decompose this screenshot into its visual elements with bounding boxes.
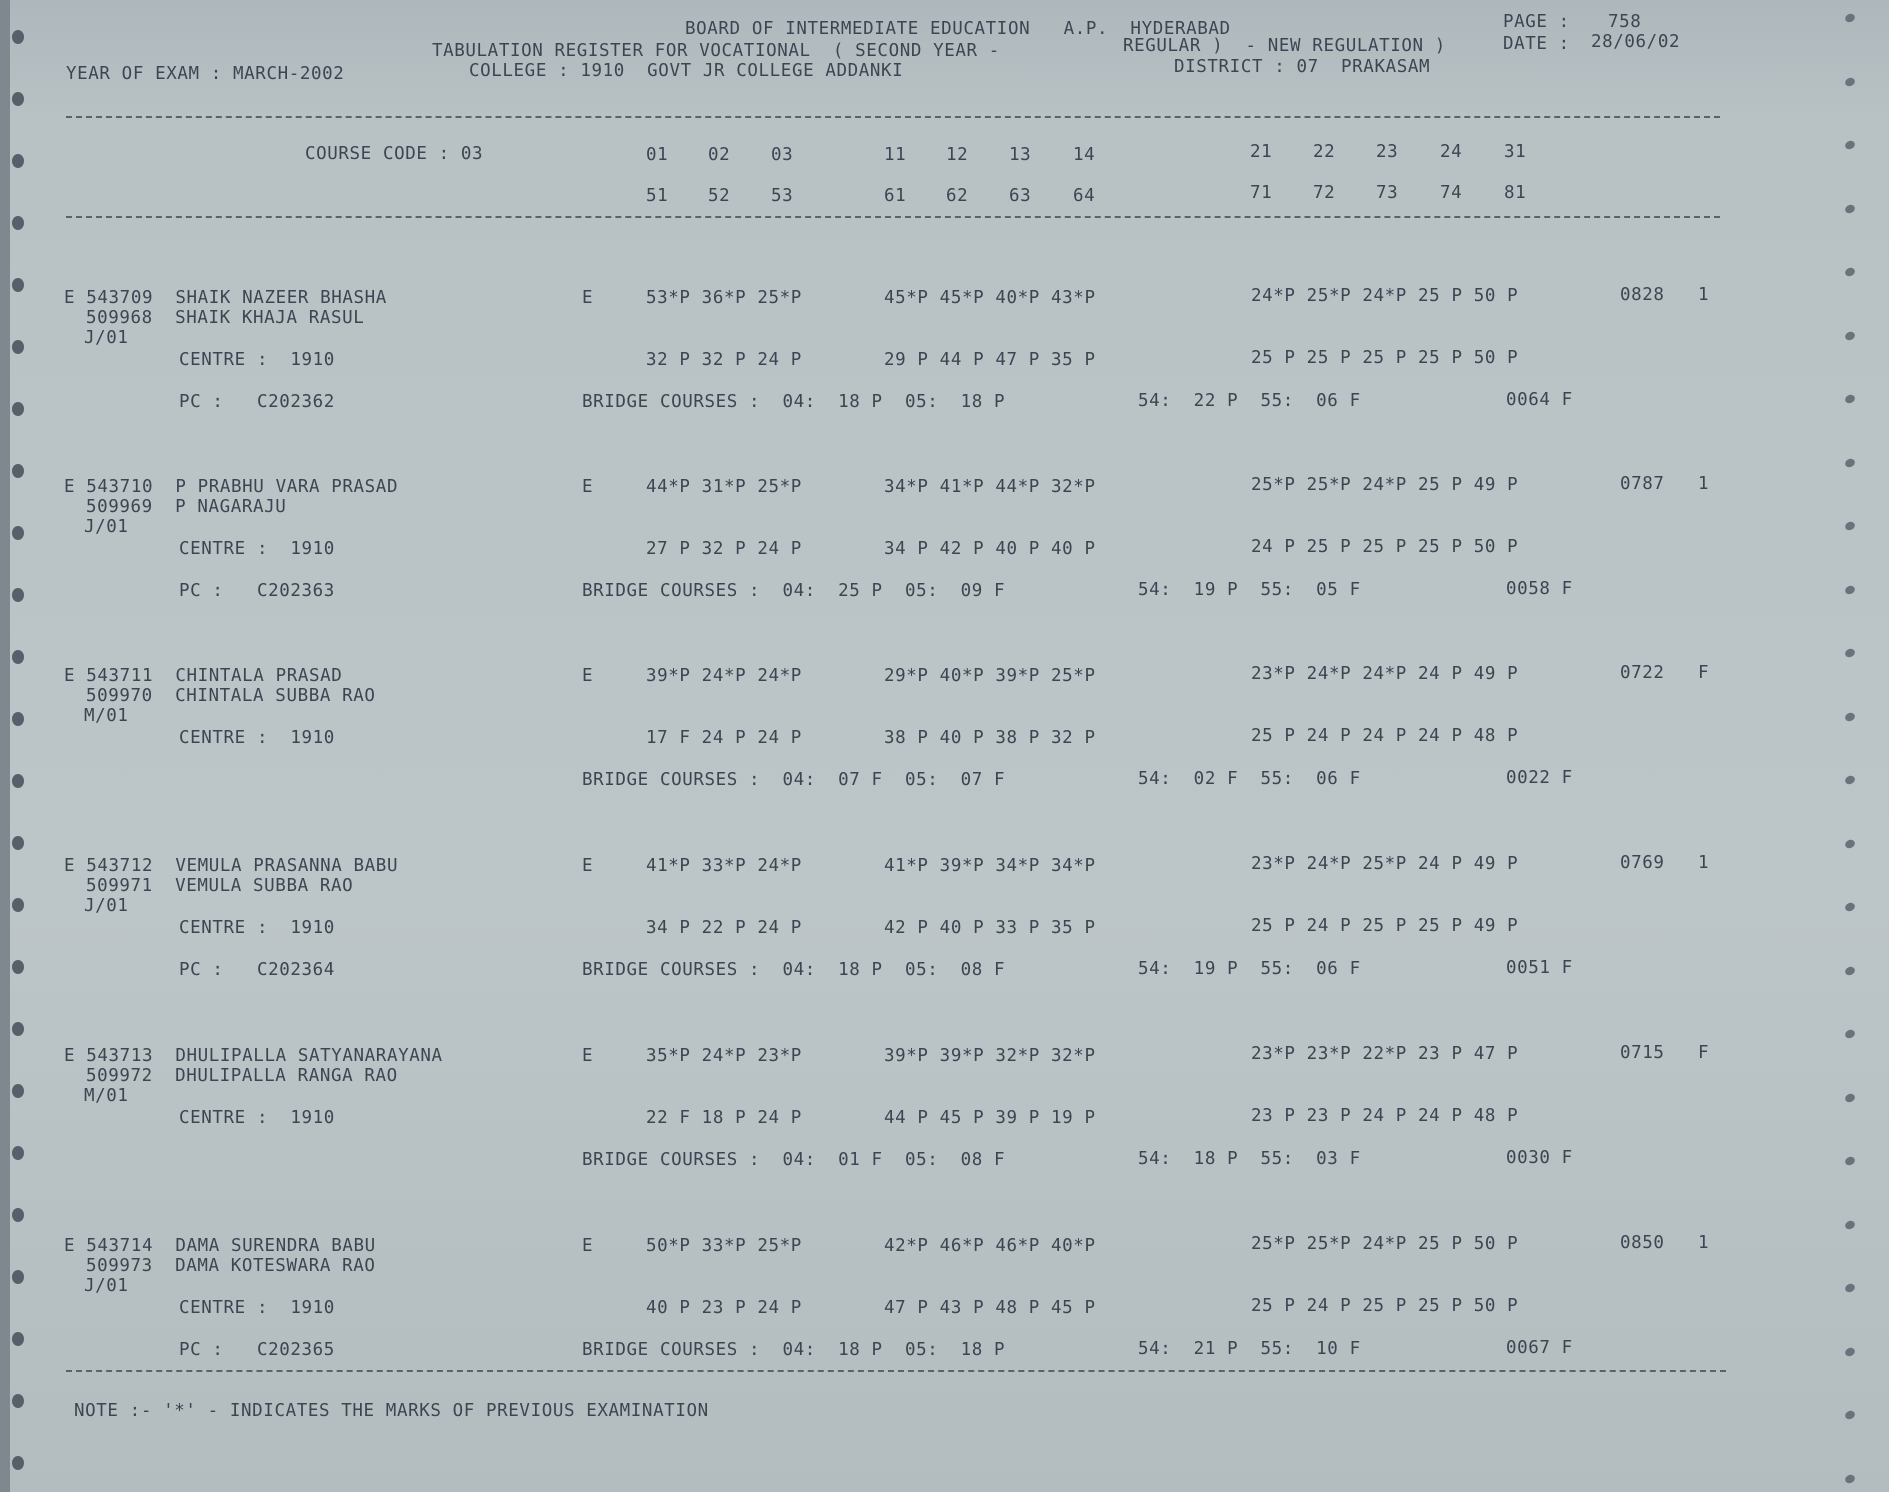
paper-edge	[0, 0, 10, 1492]
feed-hole-right	[1844, 1473, 1856, 1484]
date-value: 28/06/02	[1591, 32, 1681, 52]
bridge-courses: BRIDGE COURSES : 04: 07 F 05: 07 F	[582, 770, 1006, 790]
feed-hole-left	[12, 1394, 24, 1408]
feed-hole-left	[12, 1084, 24, 1098]
feed-hole-left	[12, 650, 24, 664]
feed-hole-left	[12, 92, 24, 106]
year2-part-b-marks: 47 P 43 P 48 P 45 P	[884, 1298, 1096, 1318]
year1-part-a-marks: 41*P 33*P 24*P	[646, 856, 802, 876]
course-code-top-2: 03	[771, 145, 794, 165]
course-code-top-6: 14	[1073, 145, 1096, 165]
feed-hole-left	[12, 960, 24, 974]
result: 1	[1698, 853, 1710, 873]
course-code-bottom-10: 74	[1440, 183, 1463, 203]
feed-hole-right	[1844, 711, 1856, 722]
pc-number: PC : C202364	[179, 960, 335, 980]
course-code-top-9: 23	[1376, 142, 1399, 162]
centre: CENTRE : 1910	[179, 1108, 335, 1128]
year2-part-a-marks: 32 P 32 P 24 P	[646, 350, 802, 370]
feed-hole-left	[12, 30, 24, 44]
header-rule-top	[66, 116, 1720, 118]
centre: CENTRE : 1910	[179, 350, 335, 370]
year1-part-b-marks: 42*P 46*P 46*P 40*P	[884, 1236, 1096, 1256]
feed-hole-left	[12, 216, 24, 230]
pc-number: PC : C202365	[179, 1340, 335, 1360]
feed-hole-right	[1844, 774, 1856, 785]
feed-hole-left	[12, 1022, 24, 1036]
course-code-bottom-3: 61	[884, 186, 907, 206]
college-info: COLLEGE : 1910 GOVT JR COLLEGE ADDANKI	[469, 61, 904, 81]
pc-number: PC : C202362	[179, 392, 335, 412]
course-code-bottom-9: 73	[1376, 183, 1399, 203]
result: 1	[1698, 285, 1710, 305]
course-code-top-10: 24	[1440, 142, 1463, 162]
year1-part-c-marks: 24*P 25*P 24*P 25 P 50 P	[1251, 286, 1519, 306]
course-code-top-7: 21	[1250, 142, 1273, 162]
feed-hole-right	[1844, 584, 1856, 595]
medium: E	[582, 1236, 594, 1256]
course-code-bottom-6: 64	[1073, 186, 1096, 206]
feed-hole-right	[1844, 203, 1856, 214]
footer-rule	[66, 1370, 1726, 1372]
result: F	[1698, 1043, 1710, 1063]
father-name: 509969 P NAGARAJU	[86, 497, 287, 517]
feed-hole-left	[12, 154, 24, 168]
feed-hole-left	[12, 1332, 24, 1346]
feed-hole-right	[1844, 139, 1856, 150]
header-rule-bottom	[66, 216, 1720, 218]
medium: E	[582, 856, 594, 876]
feed-hole-left	[12, 1146, 24, 1160]
feed-hole-left	[12, 774, 24, 788]
course-code-top-1: 02	[708, 145, 731, 165]
centre: CENTRE : 1910	[179, 918, 335, 938]
year1-part-b-marks: 41*P 39*P 34*P 34*P	[884, 856, 1096, 876]
year2-part-b-marks: 34 P 42 P 40 P 40 P	[884, 539, 1096, 559]
year1-part-c-marks: 23*P 24*P 24*P 24 P 49 P	[1251, 664, 1519, 684]
student-category: J/01	[84, 328, 129, 348]
date-label: DATE :	[1503, 34, 1570, 54]
page-number: 758	[1608, 12, 1642, 32]
father-name: 509973 DAMA KOTESWARA RAO	[86, 1256, 376, 1276]
result: 1	[1698, 1233, 1710, 1253]
result: F	[1698, 663, 1710, 683]
feed-hole-left	[12, 464, 24, 478]
bridge-courses-2: 54: 22 P 55: 06 F	[1138, 391, 1361, 411]
course-code-top-3: 11	[884, 145, 907, 165]
bridge-total: 0022 F	[1506, 768, 1573, 788]
student-roll-name: E 543711 CHINTALA PRASAD	[64, 666, 343, 686]
bridge-courses-2: 54: 21 P 55: 10 F	[1138, 1339, 1361, 1359]
bridge-courses: BRIDGE COURSES : 04: 18 P 05: 18 P	[582, 392, 1006, 412]
bridge-courses-2: 54: 02 F 55: 06 F	[1138, 769, 1361, 789]
bridge-courses: BRIDGE COURSES : 04: 18 P 05: 08 F	[582, 960, 1006, 980]
year2-part-a-marks: 27 P 32 P 24 P	[646, 539, 802, 559]
bridge-courses-2: 54: 18 P 55: 03 F	[1138, 1149, 1361, 1169]
year1-part-a-marks: 39*P 24*P 24*P	[646, 666, 802, 686]
student-category: J/01	[84, 517, 129, 537]
feed-hole-right	[1844, 393, 1856, 404]
year1-part-a-marks: 50*P 33*P 25*P	[646, 1236, 802, 1256]
feed-hole-right	[1844, 1155, 1856, 1166]
grand-total: 0722	[1620, 663, 1665, 683]
year2-part-a-marks: 34 P 22 P 24 P	[646, 918, 802, 938]
pc-number: PC : C202363	[179, 581, 335, 601]
feed-hole-right	[1844, 457, 1856, 468]
course-code-top-11: 31	[1504, 142, 1527, 162]
year2-part-c-marks: 25 P 25 P 25 P 25 P 50 P	[1251, 348, 1519, 368]
centre: CENTRE : 1910	[179, 728, 335, 748]
bridge-courses: BRIDGE COURSES : 04: 18 P 05: 18 P	[582, 1340, 1006, 1360]
year1-part-a-marks: 53*P 36*P 25*P	[646, 288, 802, 308]
year2-part-a-marks: 22 F 18 P 24 P	[646, 1108, 802, 1128]
year1-part-b-marks: 45*P 45*P 40*P 43*P	[884, 288, 1096, 308]
year2-part-b-marks: 44 P 45 P 39 P 19 P	[884, 1108, 1096, 1128]
feed-hole-right	[1844, 266, 1856, 277]
feed-hole-right	[1844, 520, 1856, 531]
feed-hole-right	[1844, 1409, 1856, 1420]
grand-total: 0828	[1620, 285, 1665, 305]
bridge-total: 0051 F	[1506, 958, 1573, 978]
course-code-bottom-8: 72	[1313, 183, 1336, 203]
year1-part-b-marks: 39*P 39*P 32*P 32*P	[884, 1046, 1096, 1066]
feed-hole-left	[12, 526, 24, 540]
feed-hole-right	[1844, 330, 1856, 341]
year2-part-c-marks: 25 P 24 P 25 P 25 P 49 P	[1251, 916, 1519, 936]
year1-part-b-marks: 34*P 41*P 44*P 32*P	[884, 477, 1096, 497]
student-category: M/01	[84, 1086, 129, 1106]
feed-hole-left	[12, 712, 24, 726]
course-code-bottom-11: 81	[1504, 183, 1527, 203]
year1-part-a-marks: 35*P 24*P 23*P	[646, 1046, 802, 1066]
course-code-bottom-2: 53	[771, 186, 794, 206]
grand-total: 0715	[1620, 1043, 1665, 1063]
register-title: TABULATION REGISTER FOR VOCATIONAL ( SECOND YEAR -	[432, 41, 1000, 61]
course-code-bottom-1: 52	[708, 186, 731, 206]
medium: E	[582, 288, 594, 308]
centre: CENTRE : 1910	[179, 1298, 335, 1318]
student-roll-name: E 543709 SHAIK NAZEER BHASHA	[64, 288, 387, 308]
course-code: COURSE CODE : 03	[305, 144, 484, 164]
student-roll-name: E 543713 DHULIPALLA SATYANARAYANA	[64, 1046, 443, 1066]
course-code-top-5: 13	[1009, 145, 1032, 165]
bridge-total: 0030 F	[1506, 1148, 1573, 1168]
year2-part-a-marks: 40 P 23 P 24 P	[646, 1298, 802, 1318]
year2-part-a-marks: 17 F 24 P 24 P	[646, 728, 802, 748]
student-roll-name: E 543714 DAMA SURENDRA BABU	[64, 1236, 376, 1256]
year1-part-b-marks: 29*P 40*P 39*P 25*P	[884, 666, 1096, 686]
year1-part-c-marks: 23*P 23*P 22*P 23 P 47 P	[1251, 1044, 1519, 1064]
year-of-exam: YEAR OF EXAM : MARCH-2002	[66, 64, 345, 84]
feed-hole-left	[12, 898, 24, 912]
feed-hole-right	[1844, 901, 1856, 912]
note-text: NOTE :- '*' - INDICATES THE MARKS OF PREVIOUS EXAMINATION	[74, 1401, 709, 1421]
year2-part-b-marks: 29 P 44 P 47 P 35 P	[884, 350, 1096, 370]
feed-hole-right	[1844, 12, 1856, 23]
feed-hole-right	[1844, 1282, 1856, 1293]
year2-part-c-marks: 24 P 25 P 25 P 25 P 50 P	[1251, 537, 1519, 557]
bridge-courses: BRIDGE COURSES : 04: 01 F 05: 08 F	[582, 1150, 1006, 1170]
page-label: PAGE :	[1503, 12, 1570, 32]
bridge-courses-2: 54: 19 P 55: 05 F	[1138, 580, 1361, 600]
feed-hole-left	[12, 340, 24, 354]
student-category: J/01	[84, 1276, 129, 1296]
feed-hole-left	[12, 278, 24, 292]
medium: E	[582, 1046, 594, 1066]
course-code-top-4: 12	[946, 145, 969, 165]
grand-total: 0787	[1620, 474, 1665, 494]
feed-hole-left	[12, 836, 24, 850]
district-info: DISTRICT : 07 PRAKASAM	[1174, 57, 1431, 77]
bridge-courses-2: 54: 19 P 55: 06 F	[1138, 959, 1361, 979]
medium: E	[582, 477, 594, 497]
year2-part-b-marks: 38 P 40 P 38 P 32 P	[884, 728, 1096, 748]
bridge-total: 0064 F	[1506, 390, 1573, 410]
feed-hole-left	[12, 588, 24, 602]
grand-total: 0850	[1620, 1233, 1665, 1253]
board-title: BOARD OF INTERMEDIATE EDUCATION A.P. HYDERABAD	[685, 19, 1231, 39]
father-name: 509970 CHINTALA SUBBA RAO	[86, 686, 376, 706]
feed-hole-right	[1844, 1028, 1856, 1039]
course-code-top-8: 22	[1313, 142, 1336, 162]
regulation-label: REGULAR ) - NEW REGULATION )	[1123, 36, 1446, 56]
student-roll-name: E 543712 VEMULA PRASANNA BABU	[64, 856, 399, 876]
year2-part-c-marks: 23 P 23 P 24 P 24 P 48 P	[1251, 1106, 1519, 1126]
year2-part-c-marks: 25 P 24 P 24 P 24 P 48 P	[1251, 726, 1519, 746]
father-name: 509972 DHULIPALLA RANGA RAO	[86, 1066, 398, 1086]
course-code-bottom-7: 71	[1250, 183, 1273, 203]
feed-hole-right	[1844, 1219, 1856, 1230]
feed-hole-right	[1844, 647, 1856, 658]
course-code-bottom-5: 63	[1009, 186, 1032, 206]
course-code-bottom-0: 51	[646, 186, 669, 206]
feed-hole-left	[12, 402, 24, 416]
feed-hole-right	[1844, 76, 1856, 87]
year1-part-c-marks: 23*P 24*P 25*P 24 P 49 P	[1251, 854, 1519, 874]
feed-hole-right	[1844, 838, 1856, 849]
year1-part-c-marks: 25*P 25*P 24*P 25 P 49 P	[1251, 475, 1519, 495]
year1-part-c-marks: 25*P 25*P 24*P 25 P 50 P	[1251, 1234, 1519, 1254]
result: 1	[1698, 474, 1710, 494]
year2-part-c-marks: 25 P 24 P 25 P 25 P 50 P	[1251, 1296, 1519, 1316]
feed-hole-left	[12, 1208, 24, 1222]
centre: CENTRE : 1910	[179, 539, 335, 559]
feed-hole-left	[12, 1270, 24, 1284]
year1-part-a-marks: 44*P 31*P 25*P	[646, 477, 802, 497]
feed-hole-left	[12, 1456, 24, 1470]
bridge-total: 0058 F	[1506, 579, 1573, 599]
year2-part-b-marks: 42 P 40 P 33 P 35 P	[884, 918, 1096, 938]
student-category: J/01	[84, 896, 129, 916]
feed-hole-right	[1844, 965, 1856, 976]
medium: E	[582, 666, 594, 686]
course-code-bottom-4: 62	[946, 186, 969, 206]
grand-total: 0769	[1620, 853, 1665, 873]
feed-hole-right	[1844, 1346, 1856, 1357]
bridge-total: 0067 F	[1506, 1338, 1573, 1358]
father-name: 509971 VEMULA SUBBA RAO	[86, 876, 354, 896]
feed-hole-right	[1844, 1092, 1856, 1103]
student-category: M/01	[84, 706, 129, 726]
bridge-courses: BRIDGE COURSES : 04: 25 P 05: 09 F	[582, 581, 1006, 601]
student-roll-name: E 543710 P PRABHU VARA PRASAD	[64, 477, 399, 497]
father-name: 509968 SHAIK KHAJA RASUL	[86, 308, 365, 328]
course-code-top-0: 01	[646, 145, 669, 165]
